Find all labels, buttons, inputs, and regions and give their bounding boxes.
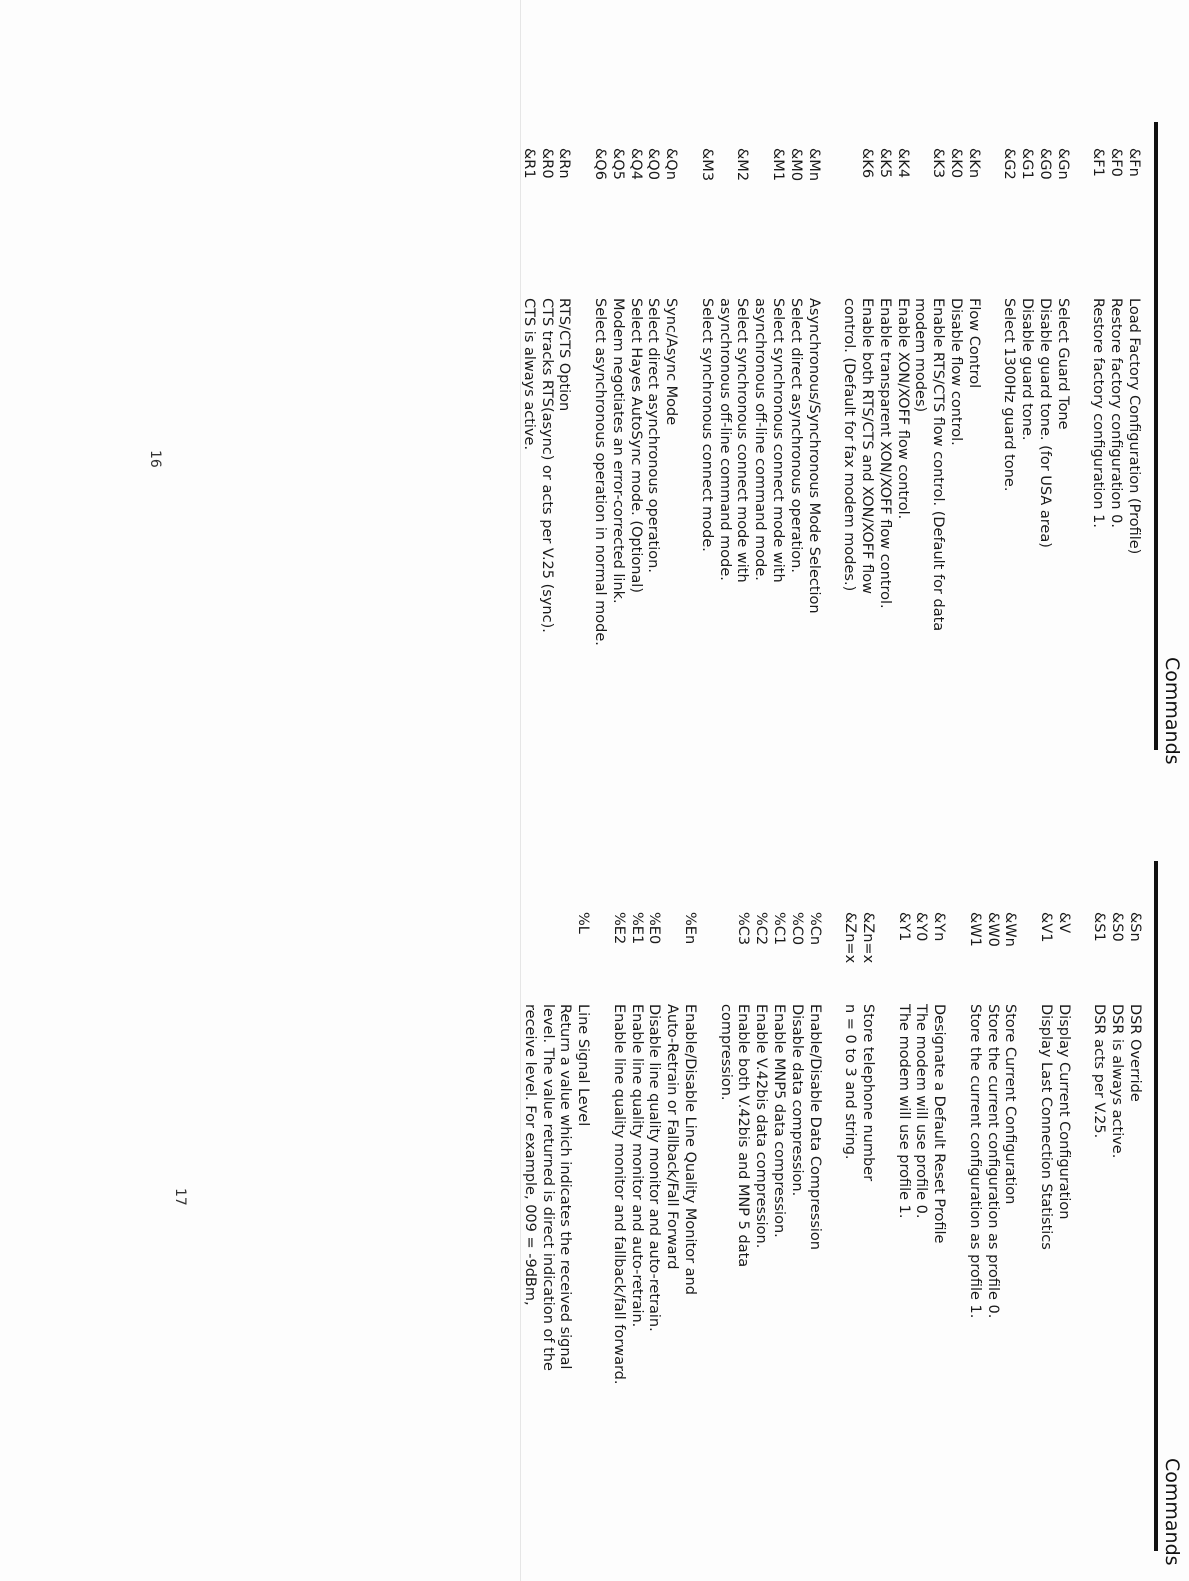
command-row bbox=[804, 148, 822, 788]
description-line: Enable V.42bis data compression. bbox=[753, 1004, 770, 1249]
command-description bbox=[644, 298, 662, 788]
right-command-list bbox=[520, 912, 1143, 1581]
description-line: Disable guard tone. (for USA area) bbox=[1037, 298, 1054, 548]
command-code: &Q5 bbox=[609, 148, 626, 180]
description-line: Sync/Async Mode bbox=[663, 298, 680, 426]
right-header-rule bbox=[1154, 861, 1158, 1551]
command-row bbox=[697, 148, 715, 788]
command-row bbox=[662, 912, 698, 1581]
command-description bbox=[839, 298, 875, 788]
description-line: Enable line quality monitor and fallback/fall forward. bbox=[610, 1004, 627, 1385]
command-description bbox=[627, 1004, 645, 1581]
command-row bbox=[519, 148, 537, 788]
description-line: Disable guard tone. bbox=[1019, 298, 1036, 441]
command-code: &Sn bbox=[1127, 912, 1143, 942]
description-line: Enable both V.42bis and MNP 5 data bbox=[735, 1004, 752, 1268]
command-row bbox=[983, 912, 1001, 1581]
command-code: &K4 bbox=[894, 148, 911, 179]
command-row bbox=[1089, 148, 1107, 788]
description-line: DSR Override bbox=[1127, 1004, 1143, 1102]
description-line: modem modes) bbox=[912, 298, 929, 413]
command-description bbox=[662, 1004, 698, 1581]
left-page-number: 16 bbox=[147, 450, 163, 468]
description-line: n = 0 to 3 and string. bbox=[842, 1004, 859, 1160]
command-row bbox=[645, 912, 663, 1581]
left-page-header: Commands bbox=[1161, 657, 1183, 765]
command-row bbox=[1036, 912, 1054, 1581]
command-row bbox=[751, 912, 769, 1581]
command-description bbox=[1125, 1004, 1143, 1581]
command-row bbox=[750, 148, 786, 788]
command-group bbox=[520, 912, 591, 1581]
command-description bbox=[1090, 1004, 1108, 1581]
description-line: Enable transparent XON/XOFF flow control. bbox=[876, 298, 893, 609]
description-line: Select synchronous connect mode with bbox=[770, 298, 787, 583]
section-gap bbox=[698, 912, 716, 1581]
left-page bbox=[0, 0, 1189, 790]
command-description bbox=[804, 298, 822, 788]
command-code: &V1 bbox=[1038, 912, 1055, 943]
command-description bbox=[697, 298, 715, 788]
command-description bbox=[929, 1004, 947, 1581]
command-row bbox=[1017, 148, 1035, 788]
command-description bbox=[1107, 1004, 1125, 1581]
description-line: Auto-Retrain or Fallback/Fall Forward bbox=[664, 1004, 681, 1270]
section-gap bbox=[876, 912, 894, 1581]
description-line: Enable both RTS/CTS and XON/XOFF flow bbox=[859, 298, 876, 594]
command-code: %E2 bbox=[610, 912, 627, 945]
command-description bbox=[1053, 298, 1071, 788]
command-description bbox=[555, 298, 573, 788]
command-description bbox=[590, 298, 608, 788]
command-code: &G1 bbox=[1019, 148, 1036, 180]
command-description bbox=[965, 1004, 983, 1581]
command-description bbox=[1017, 298, 1035, 788]
description-line: level. The value returned is direct indication of the bbox=[539, 1004, 556, 1371]
command-row bbox=[1125, 912, 1143, 1581]
command-group bbox=[1089, 148, 1142, 788]
description-line: asynchronous off-line command mode. bbox=[752, 298, 769, 581]
command-row bbox=[769, 912, 787, 1581]
left-command-list bbox=[519, 148, 1142, 788]
command-group bbox=[965, 912, 1018, 1581]
command-code: &M1 bbox=[770, 148, 787, 182]
command-code: &Rn bbox=[556, 148, 573, 179]
command-description bbox=[626, 298, 644, 788]
command-description bbox=[840, 1004, 858, 1581]
command-group bbox=[1090, 912, 1143, 1581]
command-code: &M0 bbox=[787, 148, 804, 182]
command-description bbox=[608, 298, 626, 788]
command-description bbox=[751, 1004, 769, 1581]
command-row bbox=[661, 148, 679, 788]
command-code: &Y1 bbox=[895, 912, 912, 942]
command-description bbox=[787, 1004, 805, 1581]
command-row bbox=[965, 912, 983, 1581]
command-row bbox=[946, 148, 964, 788]
command-row bbox=[626, 148, 644, 788]
command-description bbox=[911, 298, 947, 788]
description-line: Display Current Configuration bbox=[1055, 1004, 1072, 1220]
command-row bbox=[786, 148, 804, 788]
description-line: Line Signal Level bbox=[575, 1004, 592, 1127]
description-line: receive level. For example, 009 = -9dBm, bbox=[521, 1004, 538, 1306]
command-description bbox=[716, 1004, 752, 1581]
command-description bbox=[1089, 298, 1107, 788]
command-code: &S1 bbox=[1091, 912, 1108, 942]
description-line: Enable RTS/CTS flow control. (Default for data bbox=[930, 298, 947, 632]
right-page-number: 17 bbox=[172, 1188, 188, 1206]
command-row bbox=[590, 148, 608, 788]
right-page bbox=[0, 790, 1189, 1581]
description-line: Enable line quality monitor and auto-retrain. bbox=[628, 1004, 645, 1328]
command-row bbox=[644, 148, 662, 788]
command-group bbox=[716, 912, 823, 1581]
command-description bbox=[645, 1004, 663, 1581]
description-line: Disable line quality monitor and auto-retrain. bbox=[646, 1004, 663, 1332]
command-code: &F1 bbox=[1090, 148, 1107, 177]
command-description bbox=[805, 1004, 823, 1581]
command-code: &K6 bbox=[859, 148, 876, 179]
command-group bbox=[697, 148, 822, 788]
section-gap bbox=[679, 148, 697, 788]
description-line: RTS/CTS Option bbox=[556, 298, 573, 412]
command-code: &G2 bbox=[1001, 148, 1018, 180]
section-gap bbox=[982, 148, 1000, 788]
command-description bbox=[912, 1004, 930, 1581]
description-line: Disable flow control. bbox=[948, 298, 965, 446]
description-line: DSR acts per V.25. bbox=[1091, 1004, 1108, 1139]
command-group bbox=[894, 912, 947, 1581]
command-description bbox=[1000, 298, 1018, 788]
command-code: %En bbox=[682, 912, 699, 945]
command-description bbox=[946, 298, 964, 788]
description-line: Store the current configuration as profile 1. bbox=[966, 1004, 983, 1319]
command-code: &G0 bbox=[1037, 148, 1054, 180]
section-gap bbox=[591, 912, 609, 1581]
command-group bbox=[839, 148, 981, 788]
command-code: &K0 bbox=[948, 148, 965, 179]
section-gap bbox=[573, 148, 591, 788]
description-line: control. (Default for fax modem modes.) bbox=[841, 298, 858, 592]
description-line: CTS tracks RTS(async) or acts per V.25 (sync). bbox=[538, 298, 555, 633]
description-line: Select Hayes AutoSync mode. (Optional) bbox=[627, 298, 644, 593]
command-group bbox=[1036, 912, 1072, 1581]
command-description bbox=[875, 298, 893, 788]
command-group bbox=[840, 912, 876, 1581]
section-gap bbox=[1018, 912, 1036, 1581]
command-row bbox=[555, 148, 573, 788]
command-row bbox=[929, 912, 947, 1581]
command-row bbox=[537, 148, 555, 788]
command-row bbox=[893, 148, 911, 788]
command-row bbox=[1106, 148, 1124, 788]
command-row bbox=[1054, 912, 1072, 1581]
command-code: &Q6 bbox=[592, 148, 609, 180]
right-page-header: Commands bbox=[1161, 1458, 1183, 1566]
command-description bbox=[520, 1004, 591, 1581]
command-row bbox=[1035, 148, 1053, 788]
command-description bbox=[786, 298, 804, 788]
description-line: compression. bbox=[717, 1004, 734, 1101]
command-code: %C2 bbox=[753, 912, 770, 946]
command-code: &R1 bbox=[520, 148, 537, 179]
command-code: &Kn bbox=[965, 148, 982, 179]
command-description bbox=[1001, 1004, 1019, 1581]
command-code: %E1 bbox=[628, 912, 645, 945]
command-group bbox=[1000, 148, 1071, 788]
command-description bbox=[1054, 1004, 1072, 1581]
command-row bbox=[1000, 148, 1018, 788]
description-line: Designate a Default Reset Profile bbox=[931, 1004, 948, 1244]
command-row bbox=[520, 912, 591, 1581]
command-row bbox=[858, 912, 876, 1581]
command-row bbox=[1090, 912, 1108, 1581]
command-code: &W0 bbox=[984, 912, 1001, 947]
command-code: %L bbox=[575, 912, 592, 934]
description-line: CTS is always active. bbox=[520, 298, 537, 451]
section-gap bbox=[947, 912, 965, 1581]
description-line: Restore factory configuration 1. bbox=[1090, 298, 1107, 528]
description-line: Asynchronous/Synchronous Mode Selection bbox=[805, 298, 822, 614]
command-code: &F0 bbox=[1108, 148, 1125, 177]
command-code: &S0 bbox=[1109, 912, 1126, 942]
command-code: &M2 bbox=[734, 148, 751, 182]
description-line: Display Last Connection Statistics bbox=[1038, 1004, 1055, 1250]
command-row bbox=[627, 912, 645, 1581]
description-line: Store the current configuration as profile 0. bbox=[984, 1004, 1001, 1319]
description-line: Select synchronous connect mode. bbox=[698, 298, 715, 552]
command-description bbox=[609, 1004, 627, 1581]
command-code: &Fn bbox=[1126, 148, 1142, 177]
binding-gutter bbox=[520, 0, 521, 1581]
description-line: Return a value which indicates the received signal bbox=[557, 1004, 574, 1370]
command-description bbox=[519, 298, 537, 788]
command-code: %C1 bbox=[771, 912, 788, 946]
command-code: &V bbox=[1055, 912, 1072, 934]
command-code: &K5 bbox=[876, 148, 893, 179]
description-line: Load Factory Configuration (Profile) bbox=[1126, 298, 1142, 555]
description-line: Flow Control bbox=[965, 298, 982, 389]
command-code: %Cn bbox=[806, 912, 823, 946]
description-line: Enable MNP5 data compression. bbox=[771, 1004, 788, 1238]
command-description bbox=[1106, 298, 1124, 788]
description-line: The modem will use profile 0. bbox=[913, 1004, 930, 1219]
command-code: &Mn bbox=[805, 148, 822, 182]
command-row bbox=[911, 148, 947, 788]
description-line: Disable data compression. bbox=[788, 1004, 805, 1197]
command-row bbox=[840, 912, 858, 1581]
command-row bbox=[608, 148, 626, 788]
command-group bbox=[590, 148, 679, 788]
command-row bbox=[1124, 148, 1142, 788]
command-row bbox=[1107, 912, 1125, 1581]
description-line: Enable/Disable Line Quality Monitor and bbox=[682, 1004, 699, 1295]
command-row bbox=[805, 912, 823, 1581]
command-code: &R0 bbox=[538, 148, 555, 179]
command-code: &M3 bbox=[698, 148, 715, 182]
command-description bbox=[661, 298, 679, 788]
command-row bbox=[894, 912, 912, 1581]
command-code: &Wn bbox=[1002, 912, 1019, 947]
command-row bbox=[716, 912, 752, 1581]
command-row bbox=[1053, 148, 1071, 788]
command-code: &Q0 bbox=[645, 148, 662, 180]
description-line: DSR is always active. bbox=[1109, 1004, 1126, 1159]
description-line: The modem will use profile 1. bbox=[895, 1004, 912, 1219]
command-code: &Q4 bbox=[627, 148, 644, 180]
command-row bbox=[715, 148, 751, 788]
section-gap bbox=[1071, 148, 1089, 788]
description-line: Enable XON/XOFF flow control. bbox=[894, 298, 911, 520]
command-group bbox=[519, 148, 572, 788]
command-row bbox=[964, 148, 982, 788]
description-line: Enable/Disable Data Compression bbox=[806, 1004, 823, 1250]
command-description bbox=[894, 1004, 912, 1581]
left-header-rule bbox=[1154, 122, 1158, 750]
command-description bbox=[983, 1004, 1001, 1581]
command-code: %C3 bbox=[735, 912, 752, 946]
description-line: Modem negotiates an error-corrected link. bbox=[609, 298, 626, 604]
command-code: &Zn=x bbox=[860, 912, 877, 964]
command-description bbox=[537, 298, 555, 788]
command-row bbox=[609, 912, 627, 1581]
command-row bbox=[912, 912, 930, 1581]
command-code: &Yn bbox=[931, 912, 948, 942]
command-description bbox=[964, 298, 982, 788]
section-gap bbox=[1072, 912, 1090, 1581]
description-line: Select Guard Tone bbox=[1054, 298, 1071, 430]
command-code: &Gn bbox=[1054, 148, 1071, 180]
command-code: &K3 bbox=[930, 148, 947, 179]
command-description bbox=[715, 298, 751, 788]
command-group bbox=[609, 912, 698, 1581]
command-code: &Zn=x bbox=[842, 912, 859, 964]
command-description bbox=[1036, 1004, 1054, 1581]
section-gap bbox=[822, 148, 840, 788]
description-line: Select asynchronous operation in normal mode. bbox=[592, 298, 609, 646]
command-description bbox=[1124, 298, 1142, 788]
command-code: &W1 bbox=[966, 912, 983, 947]
description-line: asynchronous off-line command mode. bbox=[716, 298, 733, 581]
description-line: Store Current Configuration bbox=[1002, 1004, 1019, 1205]
command-row bbox=[875, 148, 893, 788]
command-description bbox=[1035, 298, 1053, 788]
description-line: Select synchronous connect mode with bbox=[734, 298, 751, 583]
command-description bbox=[750, 298, 786, 788]
command-code: &Y0 bbox=[913, 912, 930, 942]
command-row bbox=[787, 912, 805, 1581]
command-code: %C0 bbox=[788, 912, 805, 946]
description-line: Restore factory configuration 0. bbox=[1108, 298, 1125, 528]
command-description bbox=[769, 1004, 787, 1581]
command-code: &Qn bbox=[663, 148, 680, 180]
command-description bbox=[858, 1004, 876, 1581]
command-code: %E0 bbox=[646, 912, 663, 945]
description-line: Select direct asynchronous operation. bbox=[645, 298, 662, 573]
command-row bbox=[839, 148, 875, 788]
description-line: Select 1300Hz guard tone. bbox=[1001, 298, 1018, 492]
description-line: Store telephone number bbox=[860, 1004, 877, 1182]
command-description bbox=[893, 298, 911, 788]
description-line: Select direct asynchronous operation. bbox=[787, 298, 804, 573]
section-gap bbox=[823, 912, 841, 1581]
command-row bbox=[1001, 912, 1019, 1581]
